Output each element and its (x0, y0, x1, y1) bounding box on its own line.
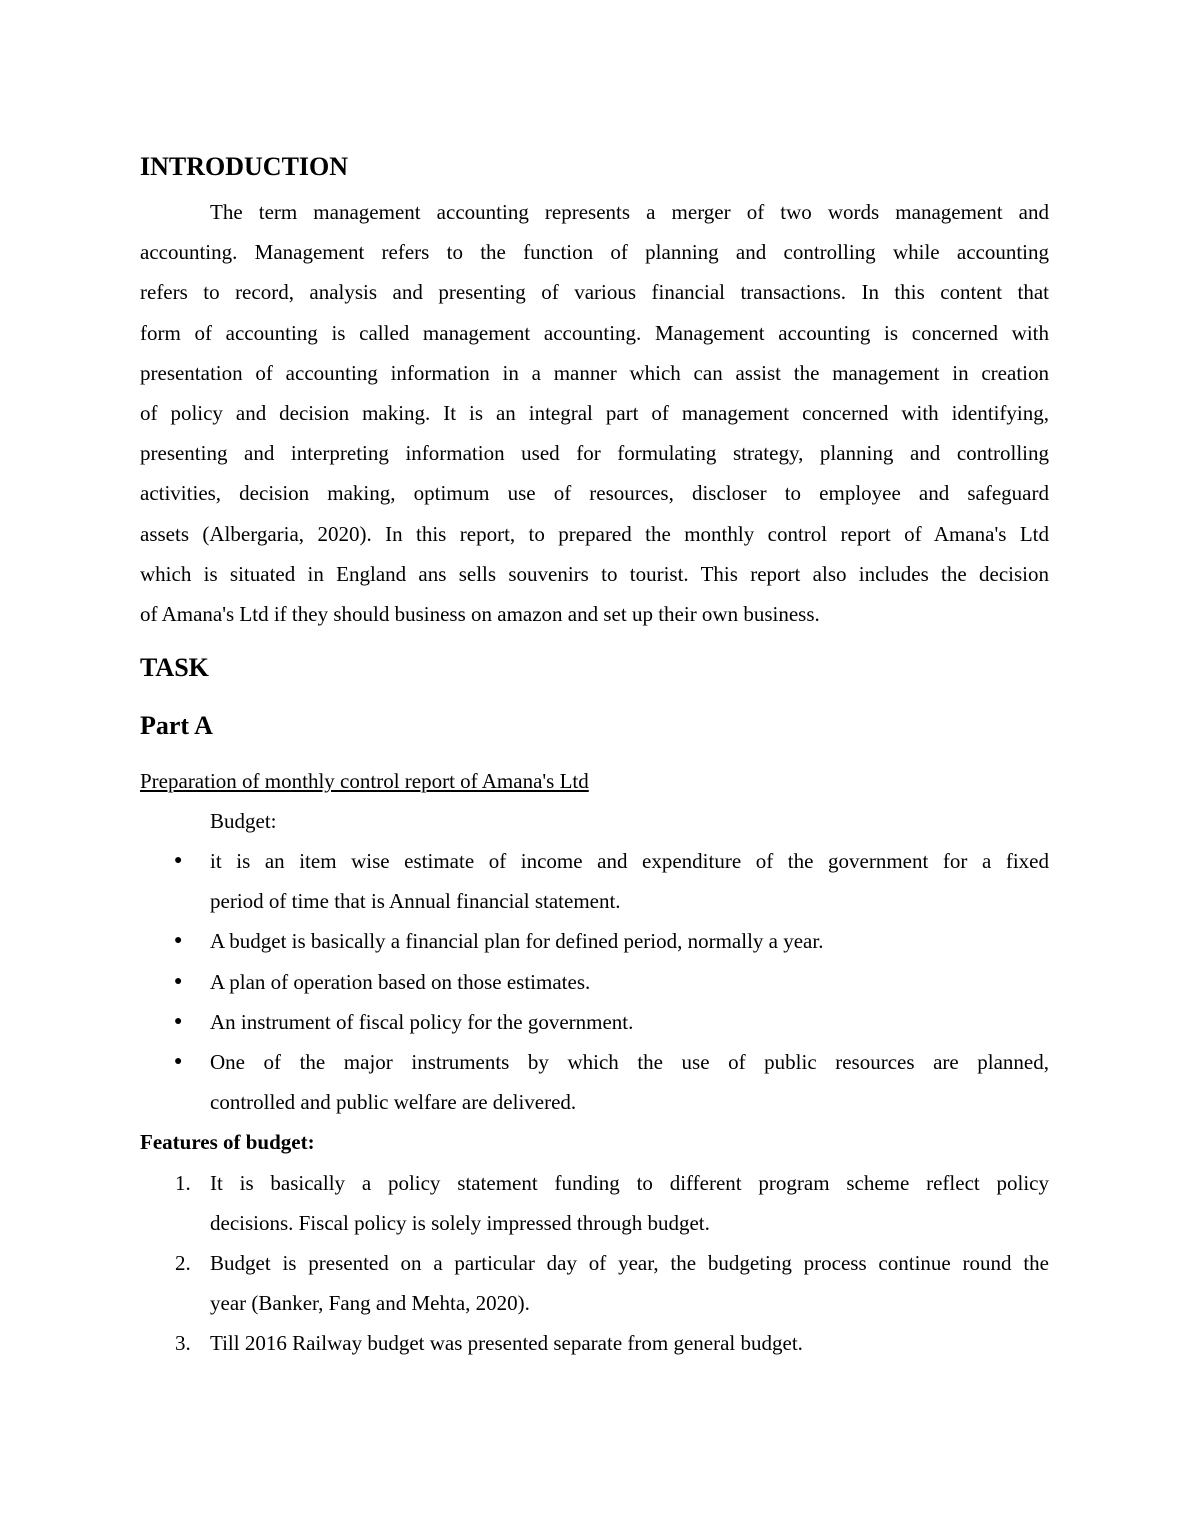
budget-bullet-text-line: controlled and public welfare are delivered. (210, 1090, 577, 1115)
intro-paragraph-line: of policy and decision making. It is an integral part of management concerned with identifying, (140, 401, 1049, 425)
budget-bullet-text-line: period of time that is Annual financial statement. (210, 889, 621, 914)
budget-bullet-marker: ● (174, 973, 183, 989)
task-heading: TASK (140, 653, 209, 682)
budget-bullet-marker: ● (174, 933, 183, 949)
budget-bullet-text-line: it is an item wise estimate of income and expenditure of the government for a fixed (210, 849, 1049, 873)
intro-paragraph-line: of Amana's Ltd if they should business on amazon and set up their own business. (140, 602, 820, 626)
budget-label: Budget: (210, 809, 277, 833)
intro-paragraph-line: assets (Albergaria, 2020). In this report, to prepared the monthly control report of Amana's Ltd (140, 521, 1049, 546)
intro-paragraph-line: presentation of accounting information in a manner which can assist the management in creation (140, 360, 1049, 385)
feature-item-text-line: Budget is presented on a particular day of year, the budgeting process continue round the (210, 1251, 1049, 1275)
budget-bullet-marker: ● (174, 1054, 183, 1069)
intro-paragraph-line: presenting and interpreting information used for formulating strategy, planning and controlling (140, 441, 1049, 466)
intro-paragraph-line: refers to record, analysis and presenting of various financial transactions. In this content that (140, 280, 1049, 305)
intro-paragraph-line: accounting. Management refers to the function of planning and controlling while accounting (140, 240, 1049, 265)
feature-item-marker: 2. (175, 1251, 191, 1275)
budget-bullet-text-line: An instrument of fiscal policy for the government. (210, 1009, 634, 1034)
feature-item-text-line: year (Banker, Fang and Mehta, 2020). (210, 1291, 530, 1316)
budget-bullet-text-line: One of the major instruments by which the use of public resources are planned, (210, 1050, 1049, 1074)
feature-item-marker: 1. (175, 1170, 191, 1195)
features-heading: Features of budget: (140, 1130, 315, 1155)
intro-heading: INTRODUCTION (140, 152, 349, 181)
intro-paragraph-line: The term management accounting represents a merger of two words management and (210, 200, 1049, 224)
budget-bullet-marker: ● (174, 1013, 183, 1029)
feature-item-text-line: It is basically a policy statement funding to different program scheme reflect policy (210, 1170, 1049, 1195)
feature-item-text-line: decisions. Fiscal policy is solely impressed through budget. (210, 1210, 710, 1235)
intro-paragraph-line: activities, decision making, optimum use of resources, discloser to employee and safeguard (140, 481, 1049, 506)
intro-paragraph-line: form of accounting is called management accounting. Management accounting is concerned with (140, 320, 1049, 345)
feature-item-marker: 3. (175, 1331, 191, 1356)
part-a-subheading: Preparation of monthly control report of Amana's Ltd (140, 769, 589, 793)
budget-bullet-marker: ● (174, 853, 183, 868)
budget-bullet-text-line: A plan of operation based on those estimates. (210, 969, 591, 994)
budget-bullet-text-line: A budget is basically a financial plan for defined period, normally a year. (210, 929, 824, 954)
feature-item-text-line: Till 2016 Railway budget was presented separate from general budget. (210, 1331, 803, 1356)
part-a-heading: Part A (140, 711, 213, 740)
intro-paragraph-line: which is situated in England ans sells souvenirs to tourist. This report also includes the decision (140, 561, 1049, 586)
